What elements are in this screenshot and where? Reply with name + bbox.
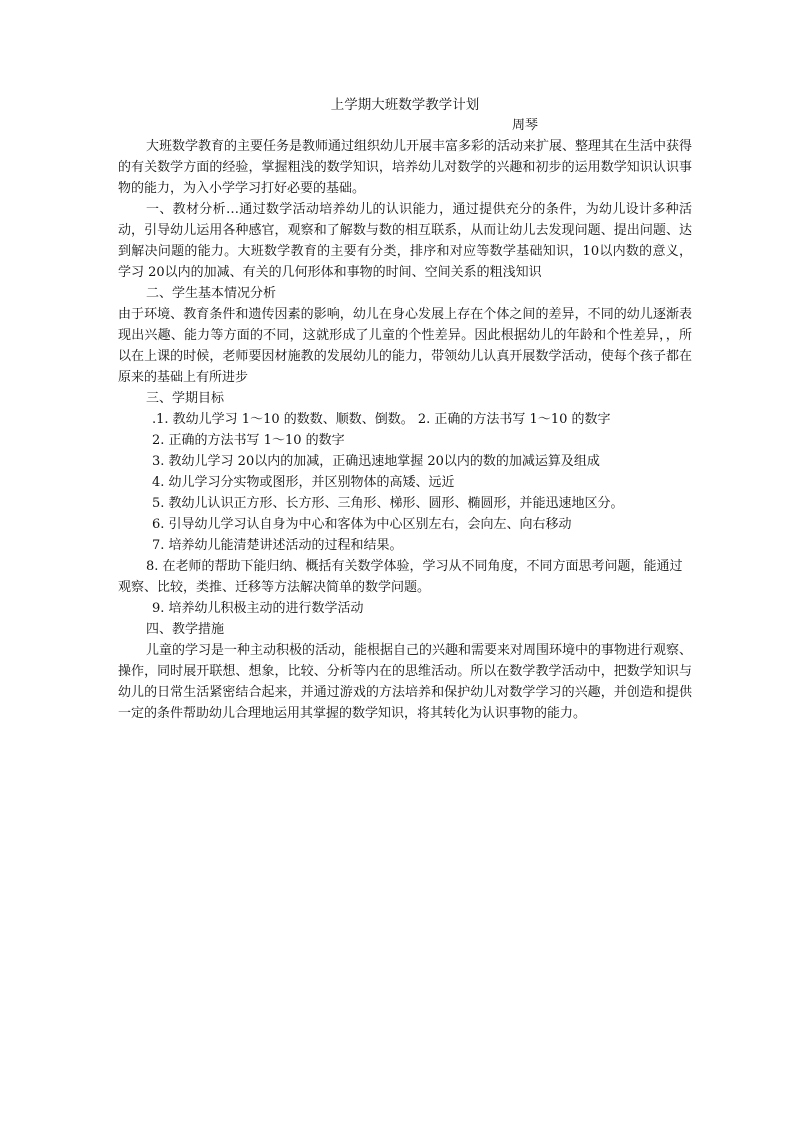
section-1-paragraph: 一、教材分析…通过数学活动培养幼儿的认识能力，通过提供充分的条件，为幼儿设计多种活动，引导幼儿运用各种感官，观察和了解数与数的相互联系，从而让幼儿去发现问题、提出问题、达到解决问题的能力。大班数学教育的主要有分类，排序和对应等数学基础知识，10以内数的意义，学习 20以内的加减、有关的几何形体和事物的时间、空间关系的粗浅知识 xyxy=(118,202,692,280)
goal-item: 5. 教幼儿认识正方形、长方形、三角形、梯形、圆形、椭圆形，并能迅速地区分。 xyxy=(152,496,624,511)
goal-item: 9. 培养幼儿积极主动的进行数学活动 xyxy=(152,601,364,616)
goal-item: 2. 正确的方法书写 1～10 的数字 xyxy=(152,433,345,448)
document-author: 周琴 xyxy=(512,118,539,133)
section-4-paragraph: 儿童的学习是一种主动积极的活动，能根据自己的兴趣和需要来对周围环境中的事物进行观察、操作，同时展开联想、想象，比较、分析等内在的思维活动。所以在数学教学活动中，把数学知识与幼儿的日常生活紧密结合起来，并通过游戏的方法培养和保护幼儿对数学学习的兴趣，并创造和提供一定的条件帮助幼儿合理地运用其掌握的数学知识，将其转化为认识事物的能力。 xyxy=(118,643,693,721)
intro-paragraph: 大班数学教育的主要任务是教师通过组织幼儿开展丰富多彩的活动来扩展、整理其在生活中获得的有关数学方面的经验，掌握粗浅的数学知识，培养幼儿对数学的兴趣和初步的运用数学知识认识事物的能力，为入小学学习打好必要的基础。 xyxy=(118,139,693,196)
goal-item: .1. 教幼儿学习 1～10 的数数、顺数、倒数。 2. 正确的方法书写 1～10 的数字 xyxy=(152,412,611,427)
goal-item: 3. 教幼儿学习 20以内的加减，正确迅速地掌握 20以内的数的加减运算及组成 xyxy=(152,454,600,469)
document-title: 上学期大班数学教学计划 xyxy=(330,97,480,113)
section-3-heading: 三、学期目标 xyxy=(146,391,225,406)
section-2-paragraph: 由于环境、教育条件和遗传因素的影响，幼儿在身心发展上存在个体之间的差异，不同的幼儿逐渐表现出兴趣、能力等方面的不同，这就形成了儿童的个性差异。因此根据幼儿的年龄和个性差异，，所以在上课的时候，老师要因材施教的发展幼儿的能力，带领幼儿认真开展数学活动，使每个孩子都在原来的基础上有所进步 xyxy=(118,307,692,385)
goals-list xyxy=(118,409,692,619)
goal-item: 7. 培养幼儿能清楚讲述活动的过程和结果。 xyxy=(152,538,403,553)
goal-item: 4. 幼儿学习分实物或图形，并区别物体的高矮、远近 xyxy=(152,475,455,490)
goal-item: 8. 在老师的帮助下能归纳、概括有关数学体验，学习从不同角度，不同方面思考问题，能通过观察、比较，类推、迁移等方法解决简单的数学问题。 xyxy=(118,559,683,595)
section-2-heading: 二、学生基本情况分析 xyxy=(146,286,277,301)
section-4-heading: 四、教学措施 xyxy=(146,622,225,637)
goal-item: 6. 引导幼儿学习认自身为中心和客体为中心区别左右，会向左、向右移动 xyxy=(152,517,572,532)
document-page xyxy=(118,94,692,724)
